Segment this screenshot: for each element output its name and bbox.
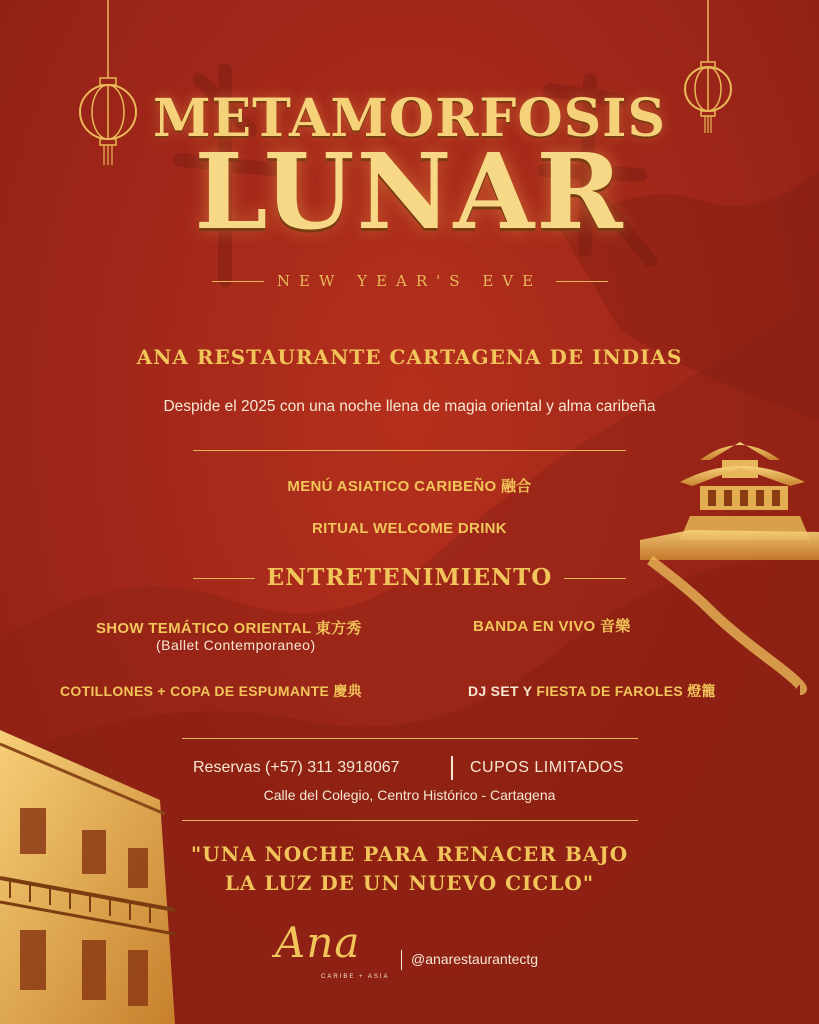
pagoda-illustration	[630, 420, 819, 700]
banda-en-vivo: BANDA EN VIVO 音樂	[473, 618, 631, 635]
divider	[193, 450, 626, 451]
title-line2: LUNAR	[194, 130, 625, 253]
dj-set	[468, 681, 716, 701]
separator	[451, 756, 453, 780]
cotillones: COTILLONES + COPA DE ESPUMANTE 慶典	[60, 683, 362, 699]
dj-set-prefix: DJ SET Y	[468, 683, 533, 699]
cupos-limitados: CUPOS LIMITADOS	[470, 759, 624, 776]
quote-line1: "UNA NOCHE PARA RENACER BAJO	[190, 842, 629, 866]
separator	[401, 950, 402, 970]
reservations-phone[interactable]: Reservas (+57) 311 3918067	[193, 759, 400, 776]
ana-logo	[275, 918, 400, 992]
address: Calle del Colegio, Centro Histórico - Cartagena	[263, 787, 556, 803]
fiesta-de-faroles: FIESTA DE FAROLES 燈籠	[536, 683, 716, 699]
show-tematico: SHOW TEMÁTICO ORIENTAL 東方秀	[96, 620, 362, 637]
logo-small-text: CARIBE + ASIA	[321, 974, 390, 980]
entertainment-heading: ENTRETENIMIENTO	[266, 564, 553, 591]
tagline: Despide el 2025 con una noche llena de magia oriental y alma caribeña	[163, 398, 656, 415]
divider	[182, 820, 638, 821]
show-note: (Ballet Contemporaneo)	[156, 637, 316, 653]
logo-script: Ana	[275, 918, 361, 967]
feature-menu: MENÚ ASIATICO CARIBEÑO 融合	[287, 478, 532, 495]
title-line1: METAMORFOSIS	[152, 88, 667, 149]
event-subtitle: NEW YEAR'S EVE	[276, 272, 543, 290]
divider	[182, 738, 638, 739]
quote-line2: LA LUZ DE UN NUEVO CICLO"	[224, 871, 595, 895]
restaurant-name: ANA RESTAURANTE CARTAGENA DE INDIAS	[136, 345, 683, 369]
feature-welcome-drink: RITUAL WELCOME DRINK	[312, 520, 507, 537]
instagram-handle[interactable]: @anarestaurantectg	[411, 951, 539, 967]
